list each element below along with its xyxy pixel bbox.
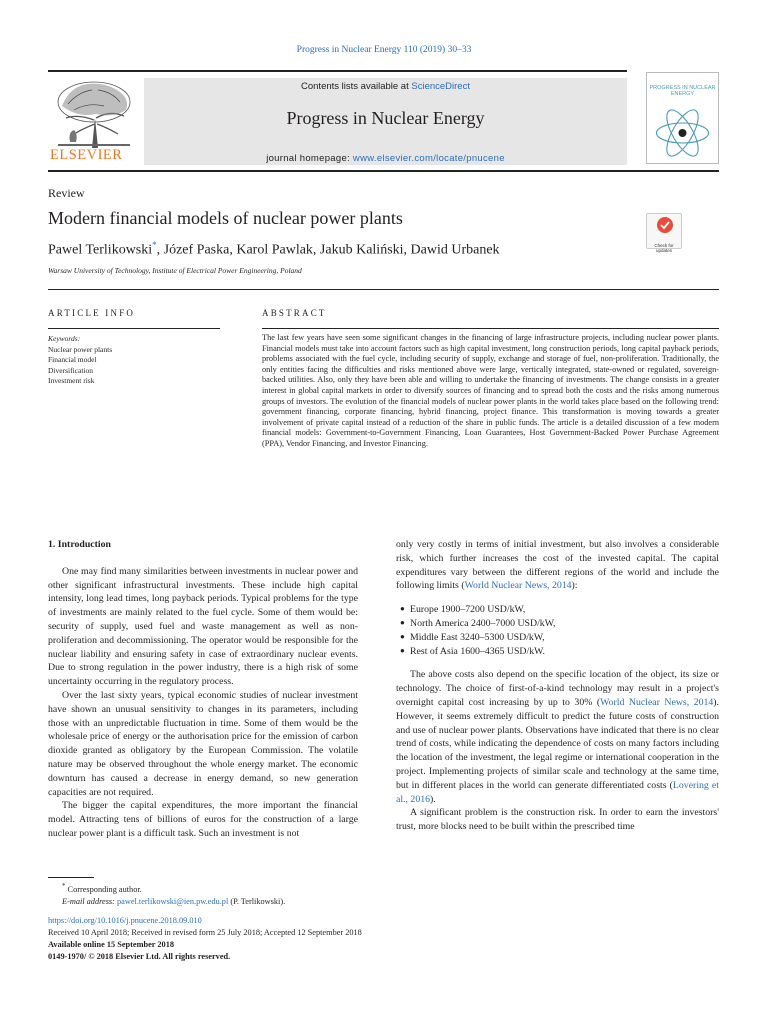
footnote	[48, 881, 285, 908]
citation-link[interactable]: Lovering et al., 2016	[396, 779, 720, 805]
received-dates: Received 10 April 2018; Received in revised form 25 July 2018; Accepted 12 September 2018	[48, 928, 362, 937]
email-link[interactable]: pawel.terlikowski@ien.pw.edu.pl	[117, 896, 229, 906]
abstract-rule	[262, 328, 719, 329]
homepage-prefix: journal homepage:	[266, 153, 353, 164]
paragraph-text: ):	[571, 580, 578, 592]
other-authors: , Józef Paska, Karol Pawlak, Jakub Kaliński, Dawid Urbanek	[156, 242, 500, 258]
paragraph-text: only very costly in terms of initial investment, but also involves a considerable risk, which further increases the cost of the invested capital. The capital expenditures vary between the different regions of the world and include the following limits (	[396, 539, 719, 592]
author-list	[48, 240, 500, 259]
journal-header	[48, 70, 627, 166]
email-note	[48, 896, 285, 908]
body-paragraph	[396, 538, 719, 593]
body-paragraph	[396, 668, 719, 806]
paragraph-text: The above costs also depend on the specific location of the object, its size or technology. The choice of first-of-a-kind technology may result in a project's overnight capital cost increasing by up to 30% (	[396, 669, 719, 708]
list-item: ● Europe 1900–7200 USD/kW,	[400, 603, 719, 617]
capital-cost-list	[400, 603, 719, 658]
article-title: Modern financial models of nuclear power plants	[48, 208, 403, 228]
email-owner: (P. Terlikowski).	[228, 896, 286, 906]
journal-reference[interactable]: Progress in Nuclear Energy 110 (2019) 30–33	[296, 45, 472, 55]
keyword: Diversification	[48, 365, 93, 375]
introduction-heading: 1. Introduction	[48, 539, 111, 550]
corresponding-text: Corresponding author.	[67, 884, 142, 894]
body-paragraph: The bigger the capital expenditures, the more important the financial model. Attracting tens of billions of euros for the construction of a large nuclear power plant is a difficult task. Such an investment is not	[48, 800, 358, 839]
list-item: ● North America 2400–7000 USD/kW,	[400, 617, 719, 631]
body-paragraph: Over the last sixty years, typical economic studies of nuclear investment have shown an unusual sensitivity to changes in its parameters, including those with an unpredictable fluctuation in time. Some of them would be the wholesale price of energy or the authorisation price for the emission of carbon dioxide granted as obligatory by the European Commission. The volatile nature may be observed throughout the whole energy market. The economic downturn has caused a decrease in energy demand, so new generation capacities are not required.	[48, 689, 358, 798]
keyword: Financial model	[48, 355, 97, 364]
homepage-line	[144, 153, 627, 164]
header-rule	[48, 170, 719, 172]
first-author: Pawel Terlikowski	[48, 242, 153, 258]
paragraph-text: ). However, it seems extremely difficult to predict the future costs of construction and use of nuclear power plants. Observations have indicated that there is no clear trend of costs, while indicating the dependence of costs on many factors including the location of the investment, the legal regime or international cooperation in the project. Implementing projects of similar scale and technology at the same time, but in different places in the world can generate differentiated costs (	[396, 696, 719, 791]
copyright: 0149-1970/ © 2018 Elsevier Ltd. All rights reserved.	[48, 952, 231, 961]
body-paragraph: A significant problem is the construction risk. In order to earn the investors' trust, more blocks need to be built within the prescribed time	[396, 807, 719, 833]
affiliation: Warsaw University of Technology, Institute of Electrical Power Engineering, Poland	[48, 266, 302, 275]
article-type: Review	[48, 186, 85, 200]
elsevier-logo[interactable]	[48, 78, 140, 166]
email-label: E-mail address:	[62, 896, 115, 906]
journal-cover-thumbnail[interactable]	[646, 72, 719, 164]
article-metadata	[48, 915, 362, 963]
corresponding-author-mark[interactable]: *	[152, 240, 157, 250]
abstract-text: The last few years have seen some significant changes in the financing of large infrastructure projects, including nuclear power plants. Financial models must take into account factors such as high capital investment, long construction periods, long capital payback periods, problems associated with the fuel cycle, including security of supply, exchange and storage of fuel, non-proliferation. Traditionally, the only entities facing the difficulties and risks mentioned above were large, vertically integrated, state-owned or regulated, sovereign-backed utilities. Also, only they have been able and willing to undertake the financing of investments. The change consists in a greater interest in global capital markets in order to diversify sources of financing and to spread both the costs and the risks among numerous groups of investors. The evolution of the financial models of nuclear power plants in the world takes place based on the following trend: government financing, corporate financing, hybrid financing, project finance. This transformation is moving towards a greater involvement of private capital instead of a reduction of the share in public funds. The article is a detailed discussion of a few modern financial models: Government-to-Government Financing, Loan Guarantees, Host Government-Backed Power Purchase Agreement (PPA), Vendor Financing, and Investor Financing.	[262, 333, 719, 448]
keywords-block	[48, 334, 220, 387]
body-column-left	[48, 538, 358, 841]
sciencedirect-link[interactable]: ScienceDirect	[411, 81, 470, 92]
footnote-rule	[48, 877, 94, 878]
contents-line	[144, 81, 627, 92]
list-item: ● Rest of Asia 1600–4365 USD/kW.	[400, 645, 719, 659]
doi-link[interactable]: https://doi.org/10.1016/j.pnucene.2018.09.010	[48, 916, 202, 925]
homepage-link[interactable]: www.elsevier.com/locate/pnucene	[352, 153, 505, 164]
footnote-mark: *	[62, 883, 66, 890]
article-info-rule	[48, 328, 220, 329]
keyword: Nuclear power plants	[48, 344, 113, 354]
elsevier-wordmark: ELSEVIER	[50, 147, 123, 163]
cover-title: PROGRESS IN NUCLEAR ENERGY	[649, 85, 716, 98]
body-column-right	[396, 538, 719, 834]
available-online: Available online 15 September 2018	[48, 940, 174, 949]
check-for-updates-button[interactable]	[646, 213, 682, 253]
contents-prefix: Contents lists available at	[301, 81, 412, 92]
body-paragraph: One may find many similarities between investments in nuclear power and other significant infrastructural investments. These include high capital intensity, long lead times, long payback periods. Typical problems for the type of investments are mainly related to the fuel cycle. Some of them would be: security of supply, used fuel and waste management as well as non-proliferation and decommissioning. The operator would be responsible for the nuclear liability and ensuring safety in case of extraordinary nuclear events. Due to strong regulation in the power industry, there is a high risk of some uncertainty occurring in the regulatory process.	[48, 565, 358, 688]
citation-link[interactable]: World Nuclear News, 2014	[464, 580, 572, 592]
keyword: Investment risk	[48, 376, 95, 385]
abstract-heading: ABSTRACT	[262, 308, 327, 318]
journal-title[interactable]: Progress in Nuclear Energy	[286, 108, 485, 128]
check-updates-label: Check for updates	[654, 243, 674, 253]
corresponding-author-note	[48, 881, 285, 896]
list-item: ● Middle East 3240–5300 USD/kW,	[400, 631, 719, 645]
citation-link[interactable]: World Nuclear News, 2014	[600, 696, 714, 708]
atom-icon	[647, 101, 718, 161]
elsevier-tree-icon	[48, 78, 140, 150]
article-info-heading: ARTICLE INFO	[48, 308, 136, 318]
title-rule	[48, 289, 719, 290]
paragraph-text: ).	[430, 793, 436, 805]
check-updates-icon	[647, 214, 683, 238]
journal-banner	[144, 78, 627, 165]
keywords-label: Keywords:	[48, 334, 81, 343]
